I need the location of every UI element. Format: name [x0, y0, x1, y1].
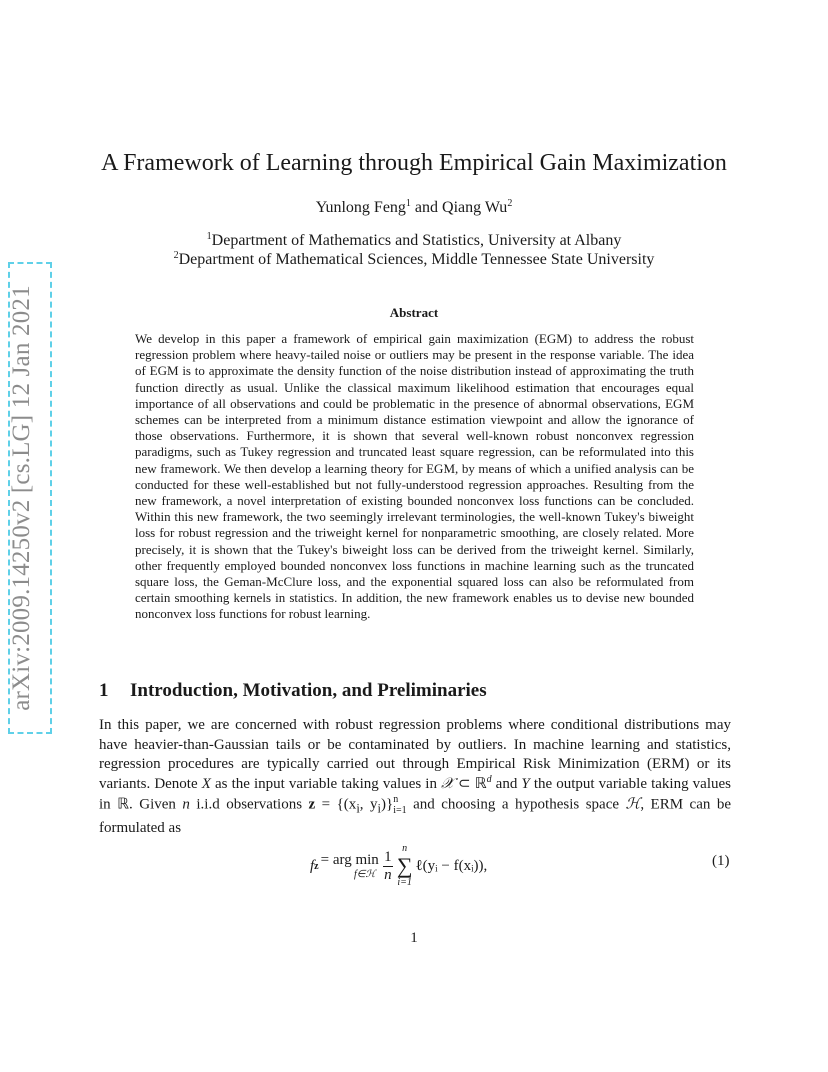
affiliation	[0, 251, 828, 269]
section-number: 1	[99, 680, 109, 701]
math-sub: i	[356, 801, 360, 816]
affiliation-text: Department of Mathematical Sciences, Middle Tennessee State University	[178, 251, 655, 268]
math-symbol: ⊂ ℝ	[453, 775, 487, 792]
math-var: ℋ	[625, 796, 641, 813]
paper-title: A Framework of Learning through Empirical Gain Maximization	[101, 150, 727, 176]
text-run: = {(x	[315, 796, 357, 813]
math-var: d	[486, 773, 492, 785]
math-sup: n	[393, 794, 399, 806]
affiliation-marker: 2	[173, 250, 179, 261]
affiliation-marker: 1	[206, 231, 212, 242]
math-var: f	[310, 857, 315, 874]
section-heading	[99, 680, 487, 702]
text-run: the output variable taking values in ℝ. Given	[99, 775, 731, 813]
page-number: 1	[410, 930, 418, 946]
abstract-heading: Abstract	[389, 305, 439, 320]
text-run: and choosing a hypothesis space	[406, 796, 626, 813]
text-run: i.i.d observations	[189, 796, 309, 813]
text-run: In this paper, we are concerned with robust regression problems where conditional distributions may have heavier-than-Gaussian tails or be contaminated by outliers. In machine learning and statistics, regression procedures are typically carried out through Empirical Risk Minimization (ERM) or its variants. Denote	[99, 717, 731, 792]
math-var: z	[308, 796, 316, 813]
text-run: )}	[381, 796, 394, 813]
affiliation-text: Department of Mathematics and Statistics, University at Albany	[211, 232, 622, 249]
text-run: , ERM can be formulated as	[99, 796, 732, 837]
author-name: Yunlong Feng	[315, 199, 406, 216]
math-expression: ℓ(yᵢ − f(xᵢ)),	[415, 857, 488, 874]
math-operator: = arg min	[320, 852, 379, 868]
author-name: Qiang Wu	[442, 199, 508, 216]
math-sub: z	[314, 860, 319, 872]
intro-paragraph	[99, 716, 731, 839]
math-sub: i=1	[393, 805, 407, 817]
equation-erm	[310, 844, 487, 888]
math-var: 𝒳	[441, 775, 454, 792]
text-run: as the input variable taking values in	[210, 775, 442, 792]
fraction-numerator: 1	[384, 848, 392, 865]
affiliation-marker: 1	[405, 198, 411, 209]
math-sub: f∈ℋ	[354, 869, 376, 880]
equation-number: (1)	[712, 853, 730, 869]
text-run: and	[491, 775, 522, 792]
section-title: Introduction, Motivation, and Preliminaries	[130, 680, 487, 701]
author-connector: and	[410, 199, 443, 216]
sum-upper-limit: n	[402, 843, 408, 854]
sum-symbol: ∑	[396, 853, 413, 878]
sum-lower-limit: i=1	[397, 877, 412, 888]
fraction-denominator: n	[384, 866, 392, 883]
math-var: X	[201, 775, 211, 792]
math-var: n	[182, 796, 190, 813]
abstract-text: We develop in this paper a framework of empirical gain maximization (EGM) to address the robust regression problem where heavy-tailed noise or outliers may be present in the response variable. The idea of EGM is to approximate the density function of the noise distribution instead of approximating the truth function directly as usual. Unlike the classical maximum likelihood estimation that encourages equal importance of all observations and could be problematic in the presence of abnormal observations, EGM schemes can be interpreted from a minimum distance estimation viewpoint and allow the ignorance of those observations. Furthermore, it is shown that several well-known robust nonconvex regression paradigms, such as Tukey regression and truncated least square regression, can be reformulated into this new framework. We then develop a learning theory for EGM, by means of which a unified analysis can be conducted for these well-established but not fully-understood regression approaches. Resulting from the new framework, a novel interpretation of existing bounded nonconvex loss functions can be concluded. Within this new framework, the two seemingly irrelevant terminologies, the well-known Tukey's biweight loss for robust regression and the triweight kernel for nonparametric smoothing, are closely related. More precisely, it is shown that the Tukey's biweight loss can be derived from the triweight kernel. Similarly, other frequently employed bounded nonconvex loss functions in machine learning such as the truncated square loss, the Geman-McClure loss, and the exponential squared loss can also be reformulated from certain smoothing kernels in statistics. In addition, the new framework enables us to devise new bounded nonconvex loss functions for robust learning.	[135, 331, 694, 622]
arxiv-identifier: arXiv:2009.14250v2 [cs.LG] 12 Jan 2021	[8, 285, 35, 711]
math-var: Y	[521, 775, 530, 792]
author-line	[0, 199, 828, 217]
affiliation	[0, 232, 828, 250]
affiliation-marker: 2	[507, 198, 513, 209]
text-run: , y	[359, 796, 378, 813]
math-sub: i	[377, 801, 382, 816]
